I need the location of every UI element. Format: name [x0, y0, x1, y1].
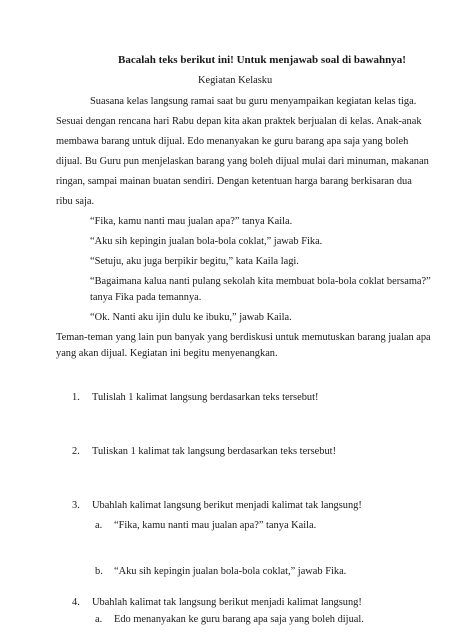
- instruction-heading: Bacalah teks berikut ini! Untuk menjawab soal di bawahnya!: [118, 54, 406, 66]
- subquestion-text: “Fika, kamu nanti mau jualan apa?” tanya Kaila.: [114, 520, 317, 531]
- dialogue-line: “Setuju, aku juga berpikir begitu,” kata Kaila lagi.: [90, 256, 299, 267]
- question-text: Tulislah 1 kalimat langsung berdasarkan teks tersebut!: [92, 392, 319, 403]
- paragraph-line: ringan, sampai mainan buatan sendiri. Dengan ketentuan harga barang berkisaran dua: [56, 176, 412, 187]
- paragraph-line: Suasana kelas langsung ramai saat bu guru menyampaikan kegiatan kelas tiga.: [90, 96, 417, 107]
- subquestion-letter: a.: [95, 614, 103, 625]
- question-number: 2.: [72, 446, 80, 457]
- question-text: Ubahlah kalimat langsung berikut menjadi kalimat tak langsung!: [92, 500, 362, 511]
- paragraph-line: dijual. Bu Guru pun menjelaskan barang yang boleh dijual mulai dari minuman, makanan: [56, 156, 429, 167]
- question-text: Tuliskan 1 kalimat tak langsung berdasarkan teks tersebut!: [92, 446, 337, 457]
- paragraph-line: Sesuai dengan rencana hari Rabu depan kita akan praktek berjualan di kelas. Anak-anak: [56, 116, 422, 127]
- dialogue-line: “Fika, kamu nanti mau jualan apa?” tanya Kaila.: [90, 216, 293, 227]
- question-number: 4.: [72, 597, 80, 608]
- paragraph-line: yang akan dijual. Kegiatan ini begitu menyenangkan.: [56, 348, 278, 359]
- subquestion-letter: b.: [95, 566, 103, 577]
- question-text: Ubahlah kalimat tak langsung berikut menjadi kalimat langsung!: [92, 597, 362, 608]
- dialogue-line: “Ok. Nanti aku ijin dulu ke ibuku,” jawab Kaila.: [90, 312, 292, 323]
- paragraph-line: membawa barang untuk dijual. Edo menanyakan ke guru barang apa saja yang boleh: [56, 136, 409, 147]
- question-number: 3.: [72, 500, 80, 511]
- paragraph-line: Teman-teman yang lain pun banyak yang berdiskusi untuk memutuskan barang jualan apa: [56, 332, 431, 343]
- subquestion-letter: a.: [95, 520, 103, 531]
- subquestion-text: Edo menanyakan ke guru barang apa saja yang boleh dijual.: [114, 614, 364, 625]
- paragraph-line: ribu saja.: [56, 196, 95, 207]
- subquestion-text: “Aku sih kepingin jualan bola-bola coklat,” jawab Fika.: [114, 566, 347, 577]
- dialogue-line: “Bagaimana kalua nanti pulang sekolah kita membuat bola-bola coklat bersama?”: [90, 276, 431, 287]
- story-title: Kegiatan Kelasku: [198, 75, 273, 86]
- dialogue-line: tanya Fika pada temannya.: [90, 292, 202, 303]
- question-number: 1.: [72, 392, 80, 403]
- dialogue-line: “Aku sih kepingin jualan bola-bola coklat,” jawab Fika.: [90, 236, 323, 247]
